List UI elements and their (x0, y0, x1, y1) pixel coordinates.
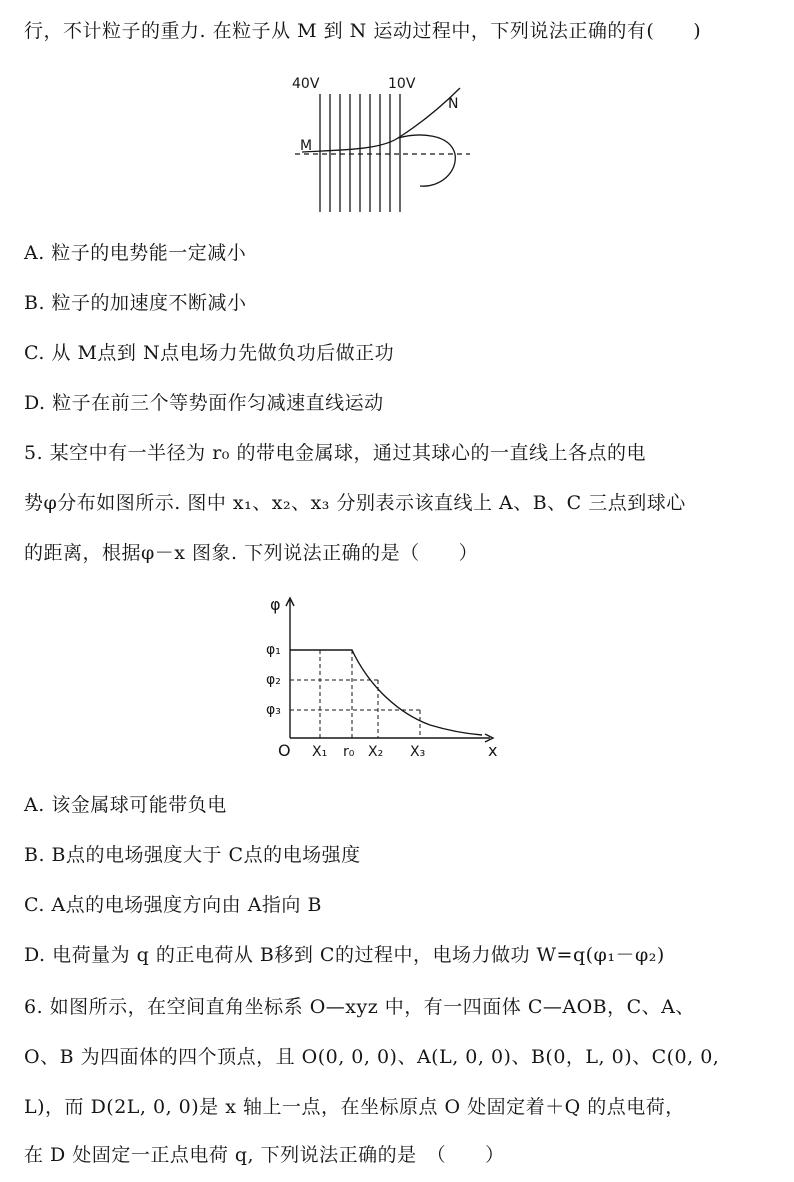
q5-option-d: D. 电荷量为 q 的正电荷从 B移到 C的过程中，电场力做功 W=q(φ₁－φ₂) (24, 944, 665, 966)
tick-x2: X₂ (368, 744, 384, 760)
tick-phi1: φ₁ (266, 642, 281, 658)
q5-option-a: A. 该金属球可能带负电 (24, 794, 227, 816)
axis-y-label: φ (270, 595, 281, 614)
q6-line-1: 6. 如图所示，在空间直角坐标系 O—xyz 中，有一四面体 C—AOB，C、A、 (24, 996, 695, 1018)
origin-label: O (278, 741, 291, 760)
q4-option-a: A. 粒子的电势能一定减小 (24, 242, 247, 264)
label-m: M (300, 138, 313, 154)
label-n: N (448, 96, 459, 112)
q5-line-1: 5. 某空中有一半径为 r₀ 的带电金属球，通过其球心的一直线上各点的电 (24, 442, 646, 464)
label-40v: 40V (292, 76, 320, 92)
equipotential-figure (280, 72, 490, 222)
label-10v: 10V (388, 76, 416, 92)
axis-x-label: x (488, 741, 498, 760)
phi-x-graph (260, 588, 510, 768)
q5-option-c: C. A点的电场强度方向由 A指向 B (24, 894, 322, 916)
intro-text: 行，不计粒子的重力. 在粒子从 M 到 N 运动过程中，下列说法正确的有( ) (24, 20, 702, 42)
tick-phi2: φ₂ (266, 672, 281, 688)
tick-r0: r₀ (343, 744, 355, 760)
q6-line-4: 在 D 处固定一正点电荷 q, 下列说法正确的是 （ ） (24, 1144, 505, 1166)
q4-option-c: C. 从 M点到 N点电场力先做负功后做正功 (24, 342, 395, 364)
q6-line-3: L)，而 D(2L, 0, 0)是 x 轴上一点，在坐标原点 O 处固定着＋Q 的点电荷， (24, 1096, 685, 1118)
q5-line-3: 的距离，根据φ－x 图象. 下列说法正确的是（ ） (24, 542, 479, 564)
q4-option-b: B. 粒子的加速度不断减小 (24, 292, 247, 314)
q5-line-2: 势φ分布如图所示. 图中 x₁、x₂、x₃ 分别表示该直线上 A、B、C 三点到球心 (24, 492, 686, 514)
q4-option-d: D. 粒子在前三个等势面作匀减速直线运动 (24, 392, 384, 414)
q5-option-b: B. B点的电场强度大于 C点的电场强度 (24, 844, 361, 866)
tick-x3: X₃ (410, 744, 426, 760)
tick-x1: X₁ (312, 744, 328, 760)
tick-phi3: φ₃ (266, 702, 281, 718)
q6-line-2: O、B 为四面体的四个顶点，且 O(0, 0, 0)、A(L, 0, 0)、B(0，L, 0)、C(0, 0, (24, 1046, 720, 1068)
